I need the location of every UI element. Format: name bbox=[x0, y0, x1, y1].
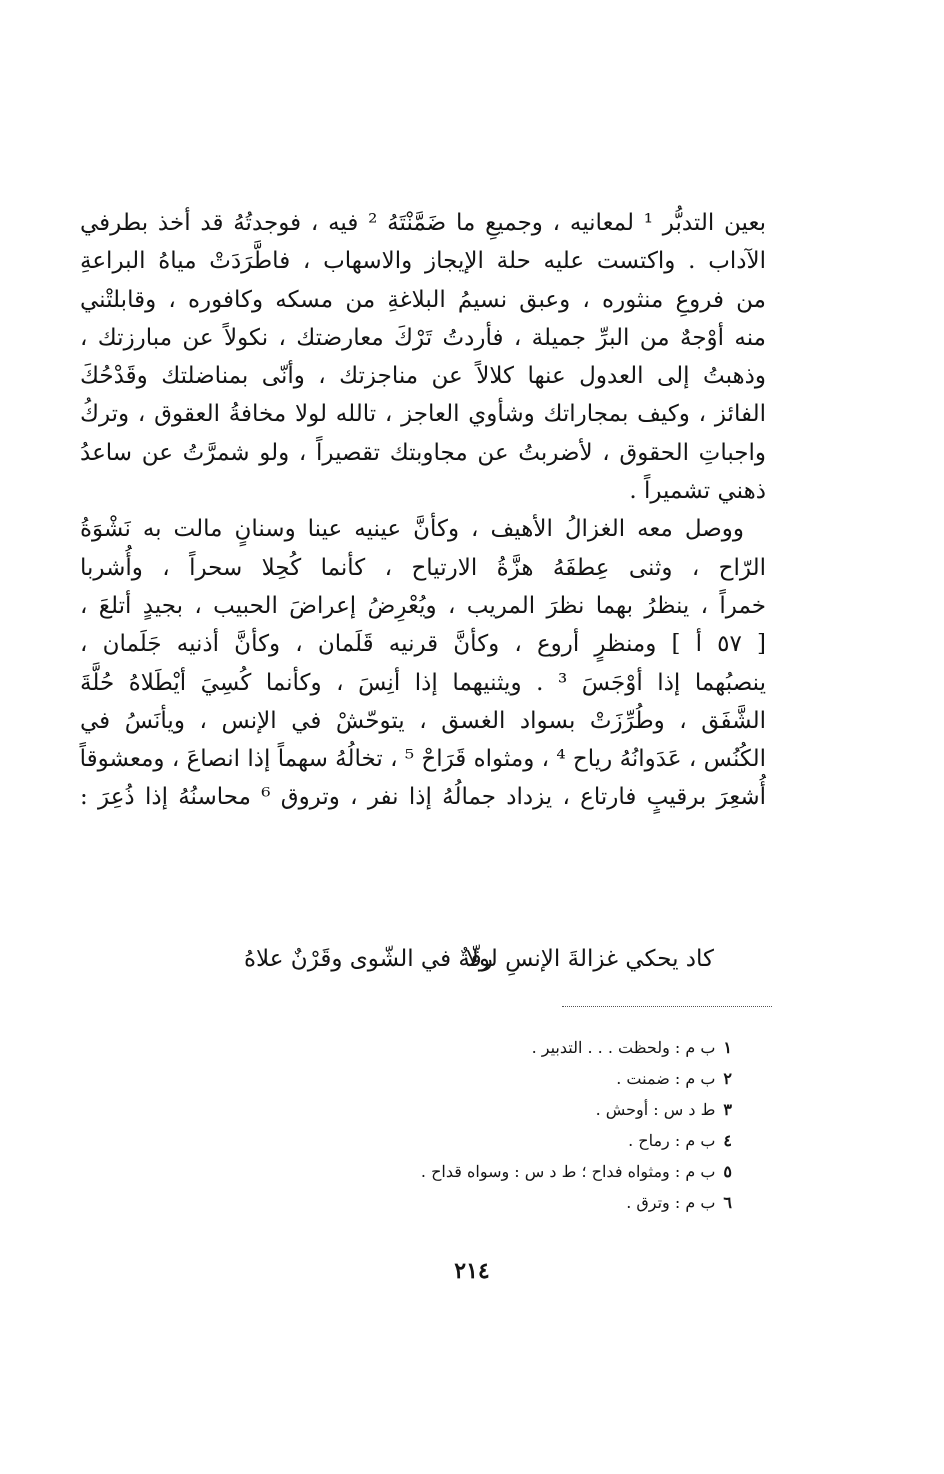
text-line: وذهبتُ إلى العدول عنها كلالاً عن مناجزتك ، وأنّى بمناضلتك وقَدْحُكَ bbox=[80, 363, 766, 390]
footnote bbox=[421, 1125, 732, 1156]
verse-first-hemistich: كاد يحكي غزالةَ الإنسِ لولا bbox=[465, 946, 714, 972]
footnote bbox=[421, 1032, 732, 1063]
text-line: الشَّفَق ، وطُرِّزَتْ بسواد الغسق ، يتوحّشْ في الإنس ، ويأنَسُ في bbox=[80, 707, 766, 734]
footnote-number: ٢ bbox=[723, 1069, 732, 1088]
text-line: ينصبُهما إذا أوْجَسَ ³ . ويثنيهما إذا أنِسَ ، وكأنما كُسِيَ أيْطَلاهُ حُلَّةَ bbox=[80, 669, 766, 696]
text-line: الآداب . واكتست عليه حلة الإيجاز والاسهاب ، فاطَّرَدَتْ مياهُ البراعةِ bbox=[80, 248, 766, 275]
footnote-number: ٦ bbox=[723, 1193, 732, 1212]
footnote bbox=[421, 1187, 732, 1218]
footnote-separator bbox=[562, 1006, 772, 1007]
text-line: [ ٥٧ أ ] ومنظرٍ أروع ، وكأنَّ قرنيه قَلَمان ، وكأنَّ أذنيه جَلَمان ، bbox=[80, 631, 766, 658]
text-line: منه أوْجهٌ من البرِّ جميلة ، فأردتُ تَرْكَ معارضتك ، نكولاً عن مبارزتك ، bbox=[80, 324, 766, 351]
footnote-number: ٥ bbox=[723, 1162, 732, 1181]
text-line: أُشعِرَ برقيبٍ فارتاع ، يزداد جمالُهُ إذا نفر ، وتروق ⁶ محاسنُهُ إذا ذُعِرَ : bbox=[80, 784, 766, 811]
footnotes bbox=[421, 1032, 732, 1218]
text-line: الفائز ، وكيف بمجاراتك وشأوي العاجز ، تالله لولا مخافةُ العقوق ، وتركُ bbox=[80, 401, 766, 428]
footnote bbox=[421, 1094, 732, 1125]
page-number: ٢١٤ bbox=[454, 1258, 490, 1284]
footnote-text: ب م : ولحظت . . . التدبير . bbox=[531, 1038, 716, 1057]
text-line: ووصل معه الغزالُ الأهيف ، وكأنَّ عينيه عينا وسنانٍ مالت به نَشْوَةُ bbox=[80, 516, 744, 543]
footnote-text: ب م : ومثواه فداح ؛ ط د س : وسواه قداح . bbox=[420, 1162, 716, 1181]
text-line: الكُنُس ، عَدَوانُهُ رياح ⁴ ، ومثواه قَرَاحْ ⁵ ، تخالُهُ سهماً إذا انصاعَ ، ومعشوقاً bbox=[79, 746, 766, 773]
footnote bbox=[421, 1156, 732, 1187]
footnote-text: ب م : ضمنت . bbox=[616, 1069, 716, 1088]
poetry-verse bbox=[244, 940, 714, 978]
text-line: من فروعِ منثوره ، وعبق نسيمُ البلاغةِ من مسكه وكافوره ، وقابلتْني bbox=[80, 286, 766, 313]
text-line: ذهني تشميراً . bbox=[629, 478, 766, 505]
text-line: واجباتِ الحقوق ، لأضربتُ عن مجاوبتك تقصيراً ، ولو شمرَّتُ عن ساعدُ bbox=[80, 439, 766, 466]
text-line: خمراً ، ينظرُ بهما نظرَ المريب ، ويُعْرِضُ إعراضَ الحبيب ، بجيدٍ أتلعَ ، bbox=[80, 592, 766, 619]
footnote-number: ٣ bbox=[723, 1100, 732, 1119]
text-line: بعين التدبُّر ¹ لمعانيه ، وجميعِ ما ضَمَّنْتَهُ ² فيه ، فوجدتُهُ قد أخذ بطرفي bbox=[80, 210, 766, 236]
footnote-text: ط د س : أوحش . bbox=[595, 1100, 716, 1119]
footnote-text: ب م : رماح . bbox=[628, 1131, 716, 1150]
text-line: الرّاح ، وثنى عِطفَهُ هزَّةُ الارتياح ، كأنما كُحِلا سحراً ، وأُشربا bbox=[80, 554, 766, 581]
main-text bbox=[80, 204, 766, 817]
footnote-number: ٤ bbox=[723, 1131, 732, 1150]
footnote-number: ١ bbox=[723, 1038, 732, 1057]
footnote-text: ب م : وترق . bbox=[626, 1193, 716, 1212]
footnote bbox=[421, 1063, 732, 1094]
verse-second-hemistich: رقّةٌ في الشّوى وقَرْنٌ علاهُ bbox=[244, 946, 493, 972]
